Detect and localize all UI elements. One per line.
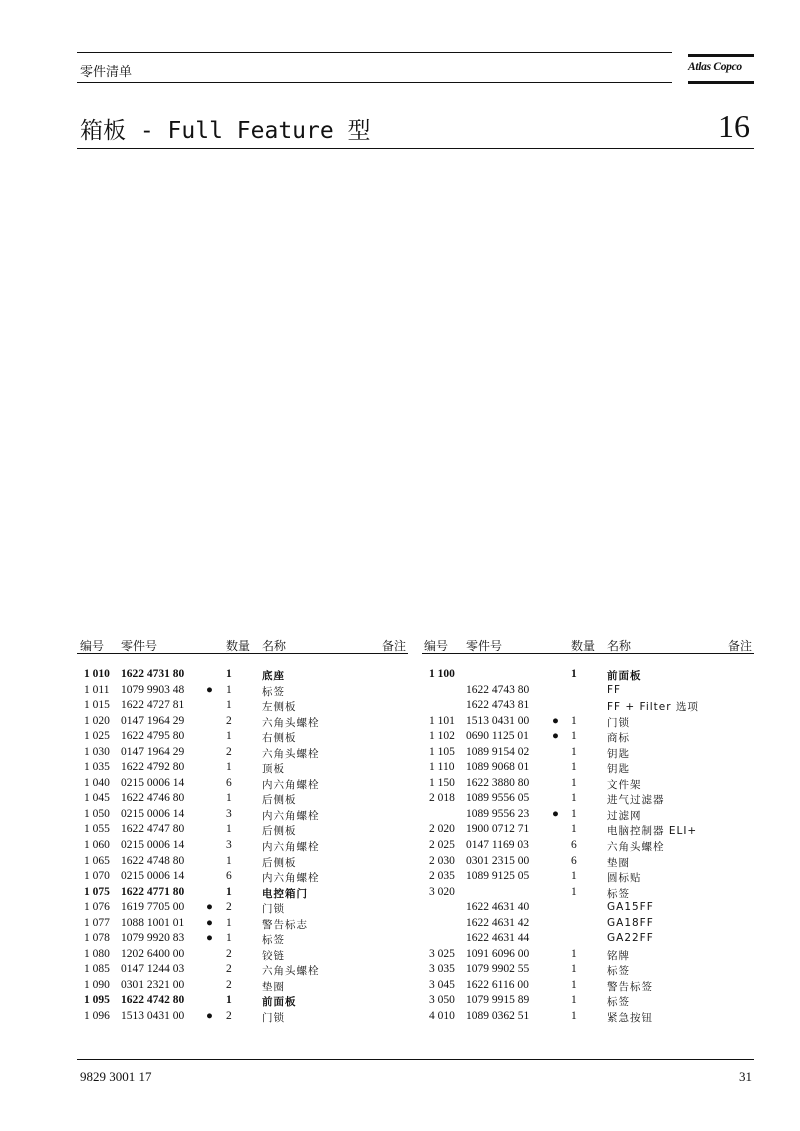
- part-name: 六角头螺栓: [607, 841, 665, 854]
- quantity: 2: [226, 714, 232, 727]
- part-name: 警告标志: [262, 918, 308, 931]
- quantity: 1: [226, 699, 232, 712]
- part-number: 1622 4747 80: [121, 823, 185, 836]
- quantity: 2: [226, 978, 232, 991]
- bullet-marker: ●: [206, 916, 213, 929]
- logo-text: Atlas Copco: [688, 61, 742, 73]
- item-number: 1 077: [84, 916, 110, 929]
- quantity: 6: [571, 854, 577, 867]
- quantity: 1: [226, 668, 232, 680]
- quantity: 1: [571, 807, 577, 820]
- footer-rule: [77, 1059, 754, 1060]
- item-number: 1 078: [84, 932, 110, 945]
- part-number: 0301 2315 00: [466, 854, 530, 867]
- col-head-item-right: 编号: [424, 639, 449, 653]
- part-name: GA18FF: [607, 916, 654, 929]
- part-name: 标签: [607, 887, 630, 900]
- quantity: 1: [571, 745, 577, 758]
- item-number: 1 050: [84, 807, 110, 820]
- part-number: 1091 6096 00: [466, 947, 530, 960]
- part-name: 内六角螺栓: [262, 872, 320, 885]
- part-number: 1900 0712 71: [466, 823, 530, 836]
- part-number: 1089 0362 51: [466, 1010, 530, 1023]
- part-number: 1202 6400 00: [121, 947, 185, 960]
- quantity: 1: [226, 823, 232, 836]
- part-name: 铭牌: [607, 949, 630, 962]
- part-name: 标签: [607, 965, 630, 978]
- part-number: 0147 1244 03: [121, 963, 185, 976]
- item-number: 2 018: [429, 792, 455, 805]
- part-name: 右侧板: [262, 732, 297, 745]
- atlas-copco-logo: [688, 54, 754, 84]
- quantity: 1: [571, 730, 577, 743]
- item-number: 1 100: [429, 668, 455, 680]
- part-name: 进气过滤器: [607, 794, 665, 807]
- col-head-name-right: 名称: [607, 639, 632, 653]
- quantity: 6: [226, 776, 232, 789]
- part-number: 0215 0006 14: [121, 870, 185, 883]
- page-number: 31: [739, 1069, 752, 1084]
- part-name: 后侧板: [262, 825, 297, 838]
- quantity: 1: [571, 1010, 577, 1023]
- item-number: 1 065: [84, 854, 110, 867]
- item-number: 3 050: [429, 994, 455, 1007]
- part-number: 1622 4743 80: [466, 683, 530, 696]
- item-number: 1 102: [429, 730, 455, 743]
- quantity: 1: [571, 994, 577, 1007]
- part-name: 六角头螺栓: [262, 965, 320, 978]
- logo-bar-bottom: [688, 81, 754, 84]
- part-name: 钥匙: [607, 747, 630, 760]
- part-number: 0147 1964 29: [121, 745, 185, 758]
- item-number: 1 060: [84, 839, 110, 852]
- bullet-marker: ●: [206, 1010, 213, 1023]
- chapter-number: 16: [718, 108, 750, 144]
- col-head-item-left: 编号: [80, 639, 105, 653]
- item-number: 2 025: [429, 839, 455, 852]
- quantity: 1: [571, 776, 577, 789]
- part-name: 标签: [262, 934, 285, 947]
- quantity: 1: [571, 792, 577, 805]
- quantity: 2: [226, 963, 232, 976]
- quantity: 6: [226, 870, 232, 883]
- section-label: 零件清单: [80, 65, 133, 80]
- part-number: 1079 9903 48: [121, 683, 185, 696]
- col-head-qty-left: 数量: [226, 639, 251, 653]
- part-name: 门锁: [262, 1012, 285, 1025]
- part-name: 标签: [262, 685, 285, 698]
- part-number: 1089 9556 05: [466, 792, 530, 805]
- header-rule-bottom: [77, 82, 672, 83]
- header-rule-top: [77, 52, 672, 53]
- quantity: 1: [226, 761, 232, 774]
- part-number: 1622 4746 80: [121, 792, 185, 805]
- part-number: 1622 6116 00: [466, 978, 529, 991]
- item-number: 1 076: [84, 901, 110, 914]
- part-name: FF: [607, 683, 622, 696]
- item-number: 1 101: [429, 714, 455, 727]
- quantity: 3: [226, 807, 232, 820]
- item-number: 1 150: [429, 776, 455, 789]
- quantity: 1: [571, 885, 577, 898]
- item-number: 1 085: [84, 963, 110, 976]
- part-number: 1089 9125 05: [466, 870, 530, 883]
- header-rule-left: [77, 653, 408, 654]
- col-head-name-left: 名称: [262, 639, 287, 653]
- col-head-note-right: 备注: [728, 639, 753, 653]
- part-name: 商标: [607, 732, 630, 745]
- quantity: 1: [571, 870, 577, 883]
- item-number: 1 030: [84, 745, 110, 758]
- part-name: GA15FF: [607, 901, 654, 914]
- part-name: 门锁: [607, 716, 630, 729]
- item-number: 1 080: [84, 947, 110, 960]
- item-number: 1 110: [429, 761, 455, 774]
- bullet-marker: ●: [552, 807, 559, 820]
- quantity: 1: [226, 683, 232, 696]
- bullet-marker: ●: [552, 730, 559, 743]
- item-number: 1 095: [84, 994, 110, 1007]
- part-number: 1089 9068 01: [466, 761, 530, 774]
- quantity: 1: [226, 932, 232, 945]
- part-name: 后侧板: [262, 794, 297, 807]
- part-name: GA22FF: [607, 932, 654, 945]
- item-number: 1 045: [84, 792, 110, 805]
- part-number: 1088 1001 01: [121, 916, 185, 929]
- bullet-marker: ●: [206, 932, 213, 945]
- item-number: 2 030: [429, 854, 455, 867]
- col-head-part-right: 零件号: [466, 639, 503, 653]
- item-number: 3 035: [429, 963, 455, 976]
- item-number: 1 090: [84, 978, 110, 991]
- item-number: 1 035: [84, 761, 110, 774]
- part-number: 1622 4792 80: [121, 761, 185, 774]
- quantity: 1: [571, 947, 577, 960]
- quantity: 1: [226, 854, 232, 867]
- item-number: 2 020: [429, 823, 455, 836]
- quantity: 2: [226, 947, 232, 960]
- bullet-marker: ●: [552, 714, 559, 727]
- part-name: 前面板: [607, 670, 642, 682]
- item-number: 4 010: [429, 1010, 455, 1023]
- part-number: 0147 1964 29: [121, 714, 185, 727]
- part-number: 1622 4771 80: [121, 885, 185, 898]
- quantity: 1: [226, 730, 232, 743]
- item-number: 1 096: [84, 1010, 110, 1023]
- quantity: 1: [571, 761, 577, 774]
- part-number: 1622 4743 81: [466, 699, 530, 712]
- quantity: 1: [226, 994, 232, 1007]
- item-number: 1 015: [84, 699, 110, 712]
- item-number: 1 020: [84, 714, 110, 727]
- part-number: 1622 4742 80: [121, 994, 185, 1007]
- part-name: 文件架: [607, 778, 642, 791]
- part-number: 0301 2321 00: [121, 978, 185, 991]
- quantity: 1: [571, 823, 577, 836]
- part-name: 六角头螺栓: [262, 716, 320, 729]
- item-number: 1 105: [429, 745, 455, 758]
- part-number: 1622 4731 80: [121, 668, 185, 680]
- col-head-qty-right: 数量: [571, 639, 596, 653]
- part-number: 1622 4631 42: [466, 916, 530, 929]
- part-number: 1513 0431 00: [121, 1010, 185, 1023]
- part-number: 1622 4631 44: [466, 932, 530, 945]
- part-name: 标签: [607, 996, 630, 1009]
- quantity: 2: [226, 745, 232, 758]
- item-number: 2 035: [429, 870, 455, 883]
- part-number: 1079 9915 89: [466, 994, 530, 1007]
- part-name: 垫圈: [607, 856, 630, 869]
- quantity: 6: [571, 839, 577, 852]
- part-number: 1079 9920 83: [121, 932, 185, 945]
- item-number: 3 045: [429, 978, 455, 991]
- item-number: 1 075: [84, 885, 110, 898]
- part-number: 1622 4631 40: [466, 901, 530, 914]
- quantity: 1: [571, 963, 577, 976]
- part-name: 六角头螺栓: [262, 747, 320, 760]
- part-name: 垫圈: [262, 980, 285, 993]
- col-head-note-left: 备注: [382, 639, 407, 653]
- item-number: 3 025: [429, 947, 455, 960]
- quantity: 3: [226, 839, 232, 852]
- part-name: 紧急按钮: [607, 1012, 653, 1025]
- part-name: 电控箱门: [262, 887, 308, 900]
- part-number: 1079 9902 55: [466, 963, 530, 976]
- page-title: 箱板 - Full Feature 型: [80, 118, 371, 144]
- part-number: 1622 4748 80: [121, 854, 185, 867]
- part-name: 铰链: [262, 949, 285, 962]
- item-number: 1 055: [84, 823, 110, 836]
- quantity: 2: [226, 1010, 232, 1023]
- item-number: 1 070: [84, 870, 110, 883]
- part-name: 底座: [262, 670, 285, 682]
- part-name: 顶板: [262, 763, 285, 776]
- part-name: FF + Filter 选项: [607, 701, 699, 714]
- part-name: 钥匙: [607, 763, 630, 776]
- bullet-marker: ●: [206, 683, 213, 696]
- bullet-marker: ●: [206, 901, 213, 914]
- part-name: 圆标贴: [607, 872, 642, 885]
- part-number: 1622 4795 80: [121, 730, 185, 743]
- logo-bar-top: [688, 54, 754, 57]
- part-number: 0215 0006 14: [121, 776, 185, 789]
- document-number: 9829 3001 17: [80, 1069, 152, 1084]
- item-number: 1 010: [84, 668, 110, 680]
- quantity: 2: [226, 901, 232, 914]
- part-number: 0690 1125 01: [466, 730, 529, 743]
- part-name: 左侧板: [262, 701, 297, 714]
- part-name: 后侧板: [262, 856, 297, 869]
- part-number: 1089 9154 02: [466, 745, 530, 758]
- item-number: 1 025: [84, 730, 110, 743]
- part-number: 1089 9556 23: [466, 807, 530, 820]
- item-number: 3 020: [429, 885, 455, 898]
- part-name: 内六角螺栓: [262, 841, 320, 854]
- quantity: 1: [571, 978, 577, 991]
- part-number: 0147 1169 03: [466, 839, 529, 852]
- quantity: 1: [226, 792, 232, 805]
- title-rule: [77, 148, 754, 149]
- part-name: 前面板: [262, 996, 297, 1009]
- part-number: 0215 0006 14: [121, 839, 185, 852]
- part-number: 0215 0006 14: [121, 807, 185, 820]
- item-number: 1 040: [84, 776, 110, 789]
- quantity: 1: [571, 714, 577, 727]
- quantity: 1: [226, 885, 232, 898]
- part-number: 1622 4727 81: [121, 699, 185, 712]
- part-number: 1513 0431 00: [466, 714, 530, 727]
- part-number: 1622 3880 80: [466, 776, 530, 789]
- part-name: 内六角螺栓: [262, 809, 320, 822]
- quantity: 1: [571, 668, 577, 680]
- col-head-part-left: 零件号: [121, 639, 158, 653]
- part-name: 过滤网: [607, 809, 642, 822]
- part-name: 内六角螺栓: [262, 778, 320, 791]
- part-name: 门锁: [262, 903, 285, 916]
- part-name: 电脑控制器 ELI+: [607, 825, 698, 838]
- header-rule-right: [422, 653, 754, 654]
- part-name: 警告标签: [607, 980, 653, 993]
- item-number: 1 011: [84, 683, 110, 696]
- quantity: 1: [226, 916, 232, 929]
- part-number: 1619 7705 00: [121, 901, 185, 914]
